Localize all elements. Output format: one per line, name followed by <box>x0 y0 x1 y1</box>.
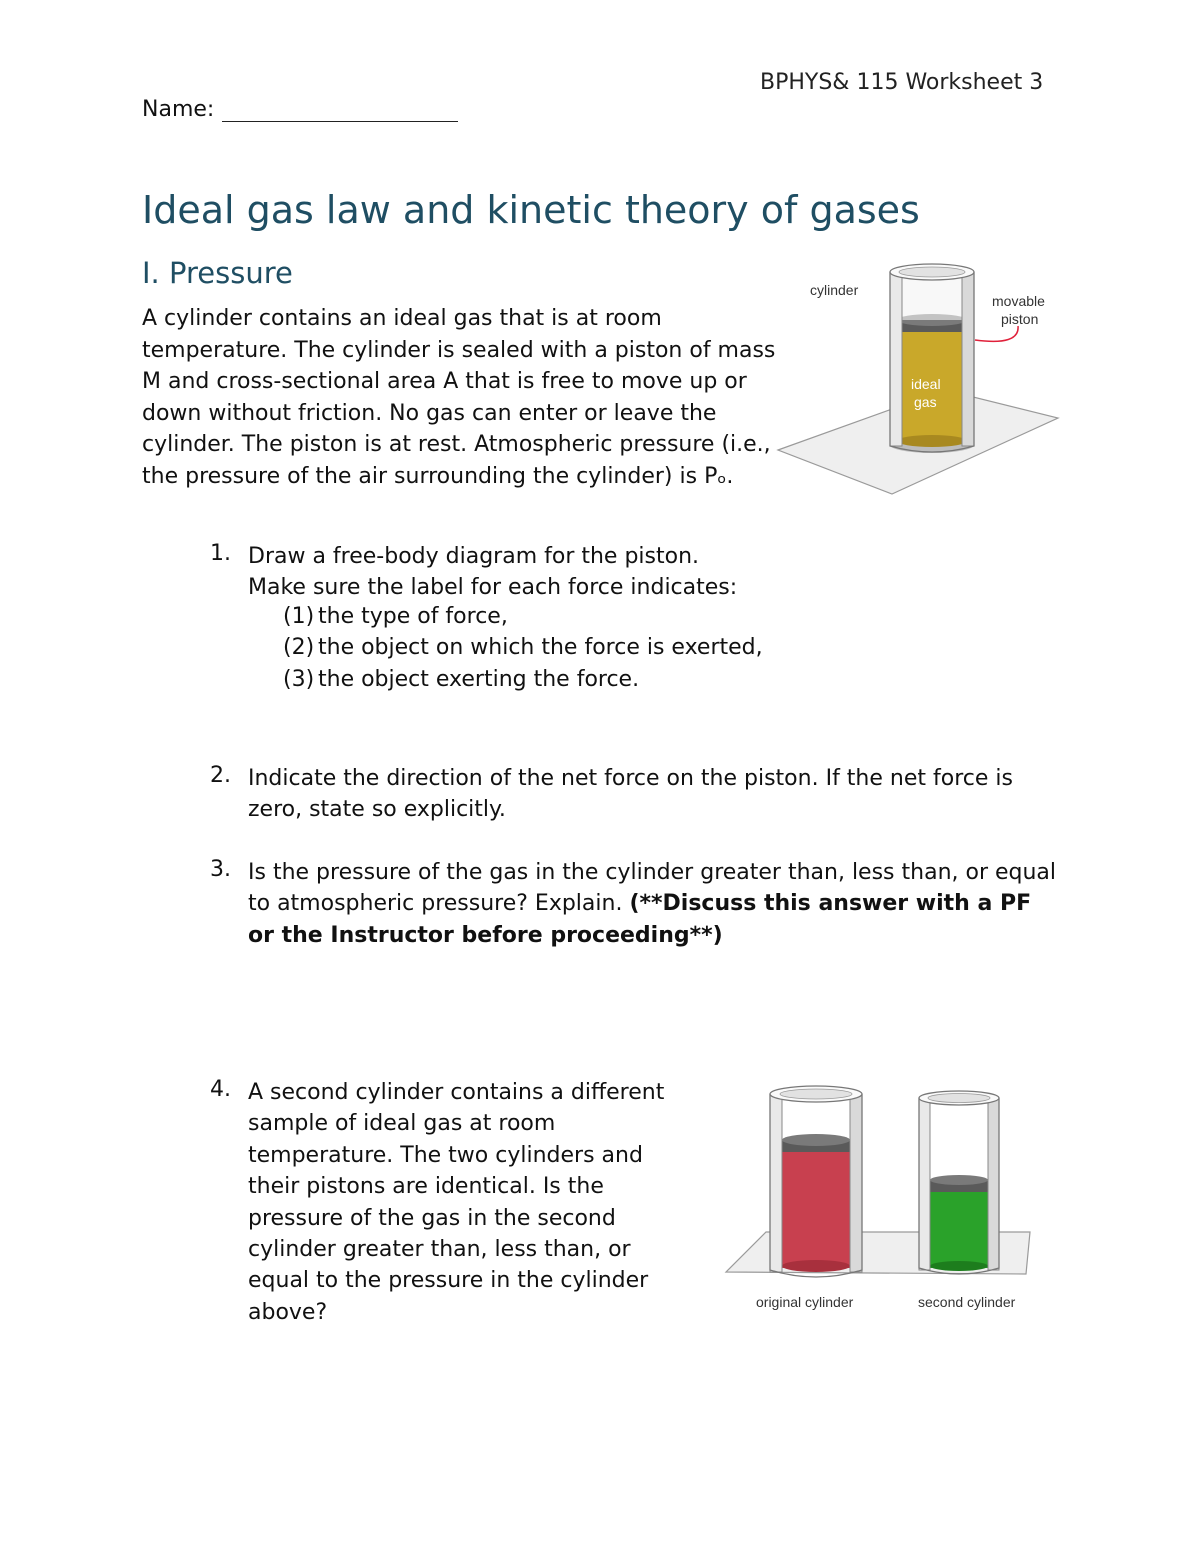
question-2-text: Indicate the direction of the net force on the piston. If the net force is zero, state so explicitly. <box>248 766 1013 823</box>
cylinder-figure <box>770 258 1070 498</box>
question-1-item-3-text: the object exerting the force. <box>318 667 640 692</box>
question-1-item-2-text: the object on which the force is exerted, <box>318 635 763 660</box>
worksheet-header: BPHYS& 115 Worksheet 3 <box>760 70 1044 95</box>
question-3-bold-note: (**Discuss this answer with a PF or the Instructor before proceeding**) <box>248 891 1032 948</box>
question-3-body: Is the pressure of the gas in the cylinder greater than, less than, or equal to atmospheric pressure? Explain. <box>248 860 1057 917</box>
cylinder-label: cylinder <box>810 282 859 298</box>
name-field <box>142 97 458 122</box>
question-1-line2: Make sure the label for each force indicates: <box>248 575 738 600</box>
name-blank-line[interactable] <box>222 99 458 122</box>
question-3-text <box>248 857 1058 951</box>
question-1-item-1-text: the type of force, <box>318 604 508 629</box>
question-3-number: 3. <box>210 857 231 882</box>
question-4-number: 4. <box>210 1077 231 1102</box>
gas-label-line1: ideal <box>911 376 941 392</box>
question-4-text: A second cylinder contains a different sample of ideal gas at room temperature. The two cylinders and their pistons are identical. Is the pressure of the gas in the second cylinder greater than, less than, or equal to the pressure in the cylinder above? <box>248 1080 665 1325</box>
name-label: Name: <box>142 97 215 122</box>
piston-label-line2: piston <box>1001 311 1039 327</box>
piston-label-line1: movable <box>992 293 1045 309</box>
question-1-item-2-number: (2) <box>283 635 315 660</box>
question-1-item-1-number: (1) <box>283 604 315 629</box>
question-1-item-3-number: (3) <box>283 667 315 692</box>
section-heading: I. Pressure <box>142 256 293 290</box>
question-1-number: 1. <box>210 541 231 566</box>
original-cylinder-label: original cylinder <box>756 1294 854 1310</box>
question-2-number: 2. <box>210 763 231 788</box>
question-1-line1: Draw a free-body diagram for the piston. <box>248 544 700 569</box>
page-title: Ideal gas law and kinetic theory of gases <box>142 188 920 232</box>
gas-label-line2: gas <box>914 394 937 410</box>
intro-paragraph: A cylinder contains an ideal gas that is at room temperature. The cylinder is sealed with a piston of mass M and cross-sectional area A that is free to move up or down without friction. No gas can enter or leave the cylinder. The piston is at rest. Atmospheric pressure (i.e., the pressure of the air surrounding the cylinder) is Pₒ. <box>142 306 776 489</box>
second-cylinder-label: second cylinder <box>918 1294 1016 1310</box>
two-cylinders-figure <box>722 1080 1034 1318</box>
